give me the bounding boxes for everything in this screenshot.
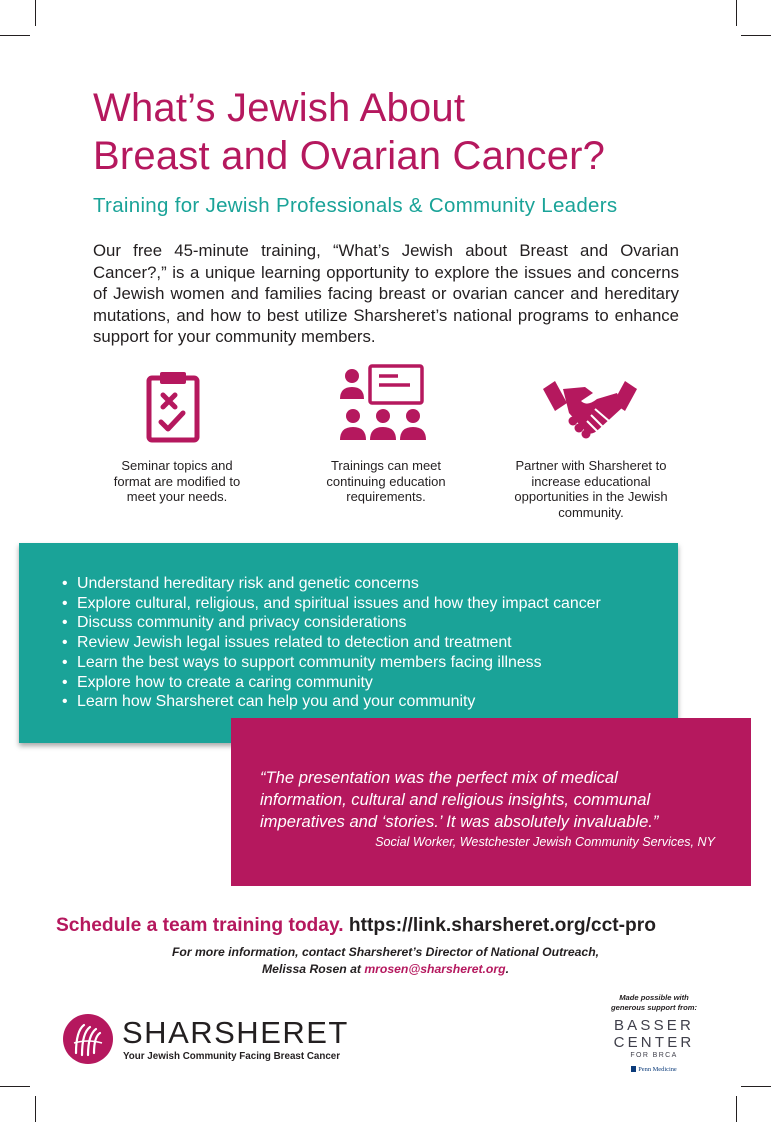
crop-mark	[35, 0, 36, 26]
clipboard-checklist-icon	[146, 371, 200, 443]
sharsheret-logo-icon	[62, 1013, 114, 1065]
title-line-1: What’s Jewish About	[93, 86, 466, 130]
basser-line-1: BASSER	[613, 1017, 695, 1034]
quote-line: imperatives and ‘stories.’ It was absolutely invaluable.”	[260, 811, 659, 831]
page-title	[93, 84, 605, 180]
penn-label: Penn Medicine	[638, 1066, 677, 1073]
quote-line: information, cultural and religious insights, communal	[260, 789, 651, 809]
quote-line: “The presentation was the perfect mix of medical	[260, 768, 618, 787]
handshake-icon	[541, 379, 639, 441]
logo-wordmark: SHARSHERET	[122, 1015, 349, 1050]
testimonial-quote	[260, 767, 730, 832]
support-line: generous support from:	[610, 1002, 698, 1012]
presentation-audience-icon	[338, 363, 428, 443]
crop-mark	[736, 1096, 737, 1122]
feature-text-1: Seminar topics and format are modified to meet your needs.	[113, 458, 241, 504]
crop-mark	[0, 35, 30, 36]
subtitle: Training for Jewish Professionals & Community Leaders	[93, 194, 618, 217]
list-item: • Explore cultural, religious, and spiritual issues and how they impact cancer	[60, 594, 601, 614]
logo-tagline: Your Jewish Community Facing Breast Cancer	[123, 1051, 341, 1062]
call-to-action	[56, 915, 656, 937]
list-item: • Discuss community and privacy considerations	[60, 613, 601, 633]
crop-mark	[741, 35, 771, 36]
list-item: • Explore how to create a caring community	[60, 673, 601, 693]
cta-link[interactable]: https://link.sharsheret.org/cct-pro	[348, 915, 656, 936]
crop-mark	[736, 0, 737, 26]
contact-line-1: For more information, contact Sharsheret’s Director of National Outreach,	[171, 945, 600, 959]
list-item: • Learn the best ways to support community members facing illness	[60, 653, 601, 673]
basser-line-3: FOR BRCA	[630, 1052, 678, 1059]
list-item: • Learn how Sharsheret can help you and your community	[60, 692, 601, 712]
list-item: • Review Jewish legal issues related to detection and treatment	[60, 633, 601, 653]
learning-points-list	[60, 574, 601, 712]
email-link[interactable]: mrosen@sharsheret.org	[364, 962, 506, 976]
feature-text-2: Trainings can meet continuing education requirements.	[326, 458, 446, 504]
crop-mark	[741, 1086, 771, 1087]
title-line-2: Breast and Ovarian Cancer?	[93, 134, 606, 178]
crop-mark	[0, 1086, 30, 1087]
support-note	[560, 993, 748, 1012]
penn-shield-icon	[631, 1066, 636, 1072]
contact-line-2	[0, 962, 771, 976]
testimonial-attribution: Social Worker, Westchester Jewish Community Services, NY	[375, 835, 715, 849]
intro-paragraph: Our free 45-minute training, “What’s Jewish about Breast and Ovarian Cancer?,” is a unique learning opportunity to explore the issues and concerns of Jewish women and families facing breast or ovarian cancer and hereditary mutations, and how to best utilize Sharsheret’s national programs to enhance support for your community members.	[93, 241, 679, 346]
feature-text-3: Partner with Sharsheret to increase educational opportunities in the Jewish community.	[514, 458, 668, 520]
penn-medicine-logo	[560, 1066, 748, 1073]
support-line: Made possible with	[619, 993, 689, 1002]
cta-lead: Schedule a team training today.	[56, 915, 344, 936]
contact-suffix: .	[505, 962, 509, 976]
contact-prefix: Melissa Rosen at	[262, 962, 365, 976]
basser-line-2: CENTER	[613, 1034, 695, 1051]
crop-mark	[35, 1096, 36, 1122]
list-item: • Understand hereditary risk and genetic concerns	[60, 574, 601, 594]
